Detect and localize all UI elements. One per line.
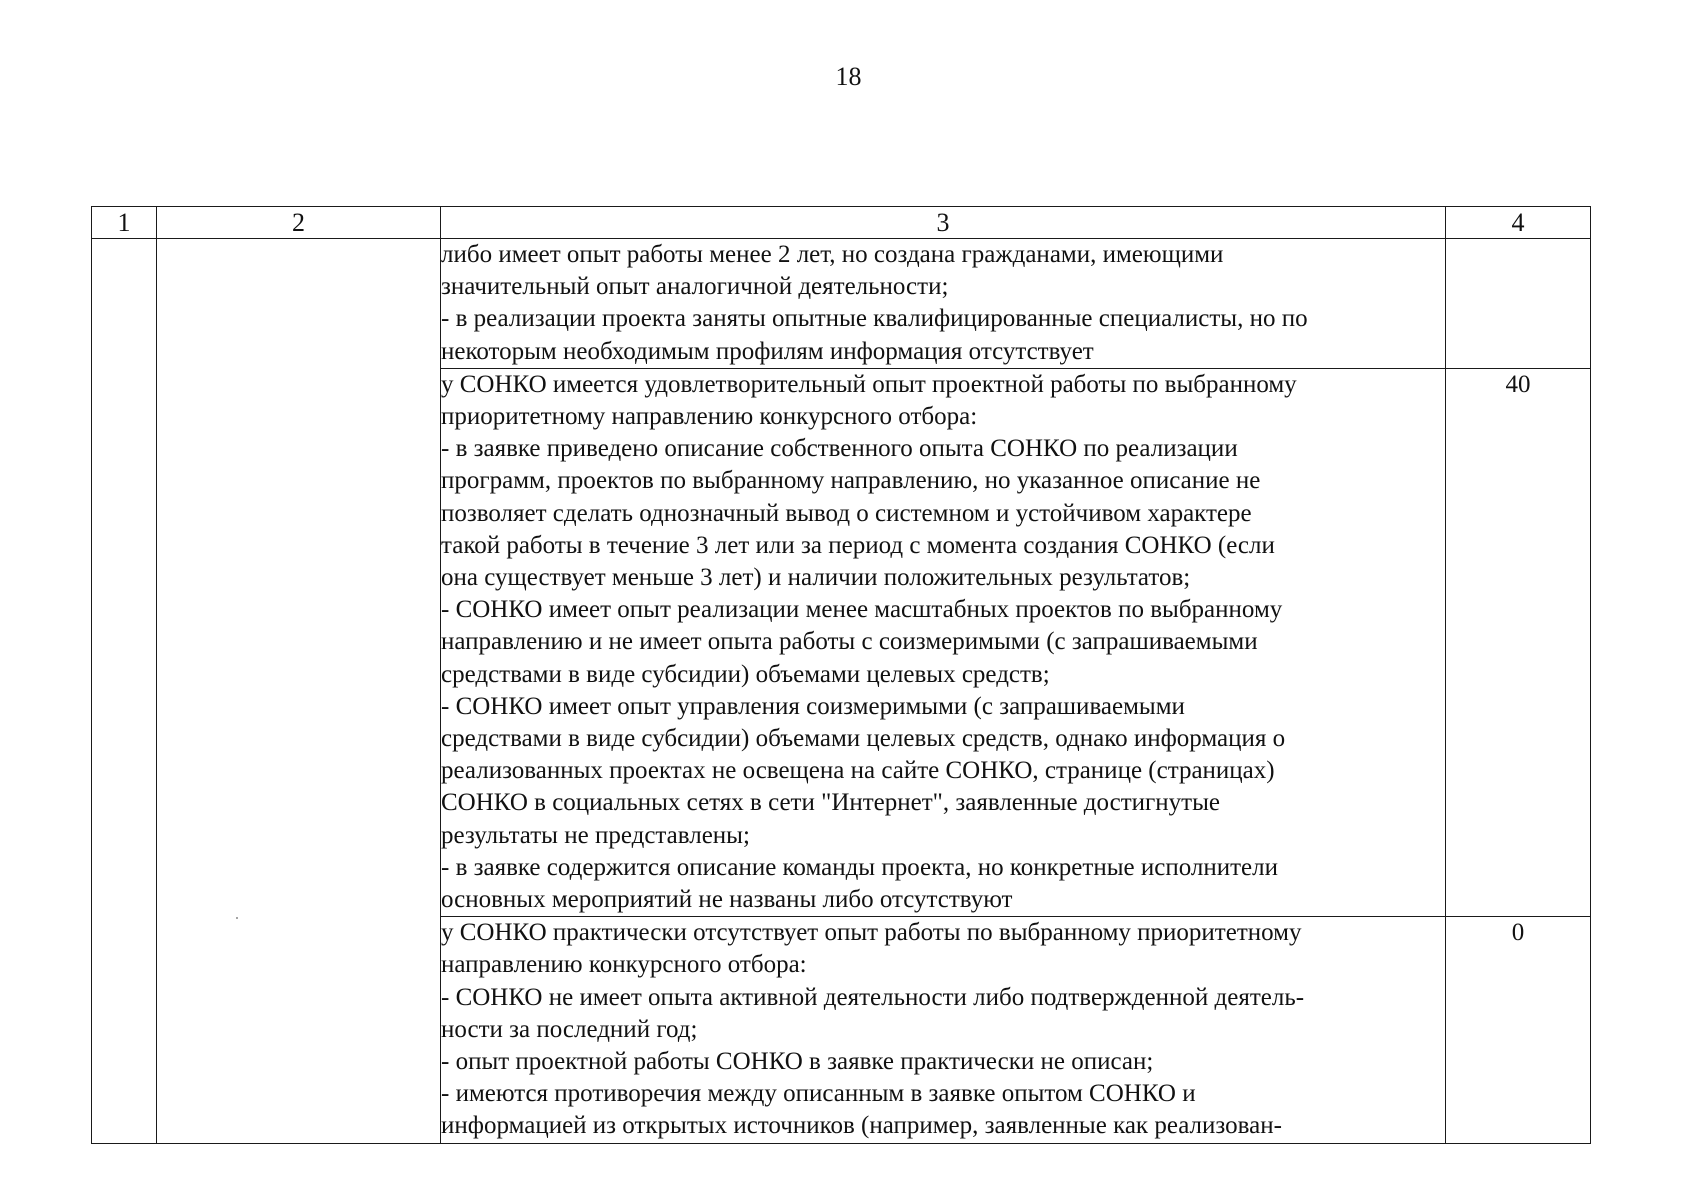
column-header-3: 3	[441, 207, 1446, 239]
text-line: направлению конкурсного отбора:	[441, 951, 807, 979]
text-line: у СОНКО имеется удовлетворительный опыт проектной работы по выбранному	[441, 370, 1297, 398]
description-cell	[441, 917, 1446, 1143]
text-line: средствами в виде субсидии) объемами целевых средств;	[441, 660, 1050, 688]
text-line: у СОНКО практически отсутствует опыт работы по выбранному приоритетному	[441, 919, 1302, 947]
text-line: - в реализации проекта заняты опытные квалифицированные специалисты, но по	[441, 305, 1308, 333]
column-header-2: 2	[157, 207, 441, 239]
text-line: - СОНКО имеет опыт реализации менее масштабных проектов по выбранному	[441, 596, 1283, 624]
text-line: - СОНКО не имеет опыта активной деятельности либо подтвержденной деятель-	[441, 983, 1305, 1011]
page-number: 18	[835, 62, 862, 91]
text-line: позволяет сделать однозначный вывод о системном и устойчивом характере	[441, 499, 1252, 527]
column-header-4: 4	[1446, 207, 1591, 239]
description-cell	[441, 239, 1446, 369]
text-line: такой работы в течение 3 лет или за период с момента создания СОНКО (если	[441, 531, 1275, 559]
score-cell	[1446, 239, 1591, 369]
text-line: ности за последний год;	[441, 1015, 698, 1043]
text-line: - опыт проектной работы СОНКО в заявке практически не описан;	[441, 1048, 1154, 1076]
table-row	[92, 239, 1591, 369]
text-line: - в заявке приведено описание собственного опыта СОНКО по реализации	[441, 435, 1238, 463]
text-line: приоритетному направлению конкурсного отбора:	[441, 403, 978, 431]
text-line: направлению и не имеет опыта работы с соизмеримыми (с запрашиваемыми	[441, 628, 1258, 656]
number-cell	[92, 239, 157, 1144]
text-line: - в заявке содержится описание команды проекта, но конкретные исполнители	[441, 853, 1278, 881]
text-line: информацией из открытых источников (например, заявленные как реализован-	[441, 1112, 1282, 1140]
score-cell: 40	[1446, 368, 1591, 916]
text-line: программ, проектов по выбранному направлению, но указанное описание не	[441, 467, 1261, 495]
column-header-1: 1	[92, 207, 157, 239]
score-cell: 0	[1446, 917, 1591, 1143]
scan-speck	[236, 917, 238, 919]
criterion-cell	[157, 239, 441, 1144]
text-line: СОНКО в социальных сетях в сети "Интернет", заявленные достигнутые	[441, 789, 1220, 817]
text-line: средствами в виде субсидии) объемами целевых средств, однако информация о	[441, 725, 1286, 753]
text-line: она существует меньше 3 лет) и наличии положительных результатов;	[441, 564, 1191, 592]
text-line: результаты не представлены;	[441, 821, 750, 849]
text-line: некоторым необходимым профилям информация отсутствует	[441, 337, 1094, 365]
text-line: значительный опыт аналогичной деятельности;	[441, 273, 949, 301]
criteria-table	[91, 206, 1591, 1144]
text-line: - СОНКО имеет опыт управления соизмеримыми (с запрашиваемыми	[441, 692, 1185, 720]
text-line: реализованных проектах не освещена на сайте СОНКО, странице (страницах)	[441, 757, 1275, 785]
header-row	[92, 207, 1591, 239]
text-line: либо имеет опыт работы менее 2 лет, но создана гражданами, имеющими	[441, 241, 1224, 268]
text-line: основных мероприятий не названы либо отсутствуют	[441, 886, 1013, 914]
text-line: - имеются противоречия между описанным в заявке опытом СОНКО и	[441, 1080, 1196, 1108]
description-cell	[441, 368, 1446, 916]
